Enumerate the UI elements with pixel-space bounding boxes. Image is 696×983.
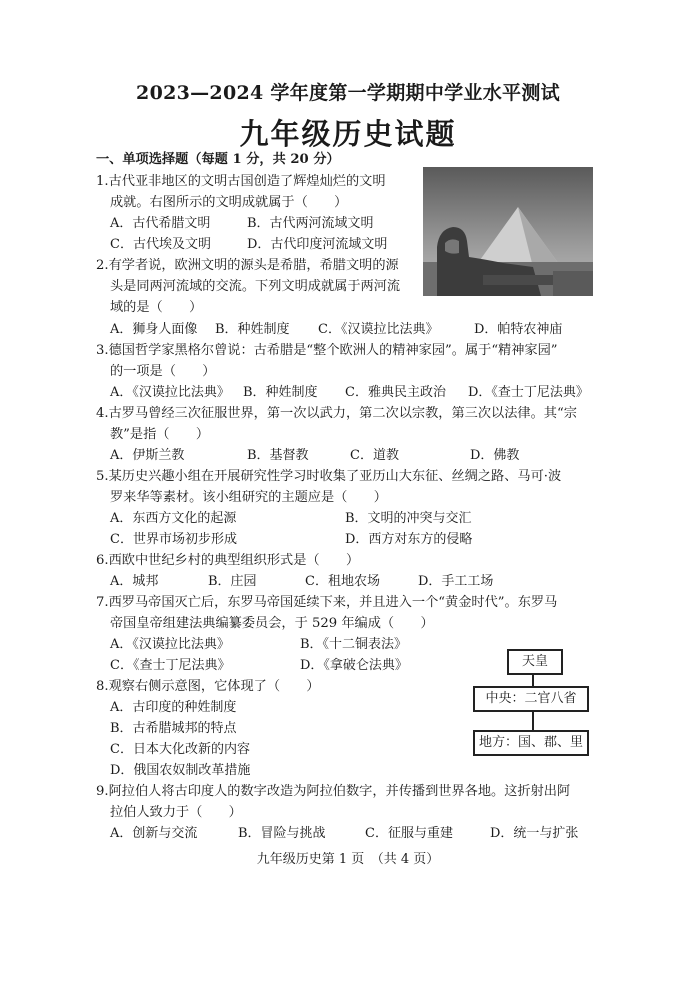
question-7-option-b: B．《十二铜表法》	[300, 637, 408, 652]
question-7-option-d: D．《拿破仑法典》	[300, 658, 408, 673]
question-5-option-c: C．世界市场初步形成	[110, 532, 237, 547]
question-1-option-b: B．古代两河流域文明	[247, 216, 374, 231]
question-5-option-d: D．西方对东方的侵略	[345, 532, 473, 547]
sphinx-pyramid-photo	[423, 167, 593, 296]
question-6-option-d: D．手工工场	[418, 574, 494, 589]
question-2-option-b: B．种姓制度	[215, 322, 290, 337]
question-5-option-a: A．东西方文化的起源	[110, 511, 237, 526]
diagram-connector-2	[532, 710, 534, 730]
subject-title: 九年级历史试题	[239, 117, 457, 151]
exam-title: 2023—2024 学年度第一学期期中学业水平测试	[136, 82, 560, 104]
question-1-option-a: A．古代希腊文明	[110, 216, 211, 231]
question-3-option-a: A．《汉谟拉比法典》	[110, 385, 230, 400]
question-7-line-1: 7.西罗马帝国灭亡后，东罗马帝国延续下来，并且进入一个“黄金时代”。东罗马	[96, 595, 558, 610]
diagram-top-box: 天皇	[507, 649, 563, 675]
question-3-option-c: C．雅典民主政治	[345, 385, 446, 400]
question-4-option-b: B．基督教	[247, 448, 309, 463]
question-1-option-c: C．古代埃及文明	[110, 237, 211, 252]
question-1-line-1: 1.古代亚非地区的文明古国创造了辉煌灿烂的文明	[96, 174, 386, 189]
page-footer: 九年级历史第 1 页 （共 4 页）	[256, 852, 440, 867]
question-8-line-1: 8.观察右侧示意图，它体现了（ ）	[96, 679, 320, 694]
question-1-line-2: 成就。右图所示的文明成就属于（ ）	[110, 195, 348, 210]
question-9-line-1: 9.阿拉伯人将古印度人的数字改造为阿拉伯数字，并传播到世界各地。这折射出阿	[96, 784, 571, 799]
question-9-line-2: 拉伯人致力于（ ）	[110, 805, 242, 820]
question-3-line-2: 的一项是（ ）	[110, 364, 216, 379]
question-1-option-d: D．古代印度河流域文明	[247, 237, 388, 252]
question-5-line-2: 罗来华等素材。该小组研究的主题应是（ ）	[110, 490, 387, 505]
question-7-option-c: C．《查士丁尼法典》	[110, 658, 231, 673]
question-8-option-b: B．古希腊城邦的特点	[110, 721, 237, 736]
question-9-option-b: B．冒险与挑战	[238, 826, 326, 841]
question-9-option-d: D．统一与扩张	[490, 826, 579, 841]
question-6-option-a: A．城邦	[110, 574, 159, 589]
question-5-line-1: 5.某历史兴趣小组在开展研究性学习时收集了亚历山大东征、丝绸之路、马可·波	[96, 469, 562, 484]
question-6-option-c: C．租地农场	[305, 574, 380, 589]
question-4-option-d: D．佛教	[470, 448, 520, 463]
diagram-bottom-box: 地方：国、郡、里	[473, 730, 589, 756]
diagram-connector-1	[532, 673, 534, 686]
question-2-line-3: 域的是（ ）	[110, 300, 203, 315]
question-2-option-a: A．狮身人面像	[110, 322, 198, 337]
question-6-line-1: 6.西欧中世纪乡村的典型组织形式是（ ）	[96, 553, 360, 568]
question-4-line-1: 4.古罗马曾经三次征服世界，第一次以武力，第二次以宗教，第三次以法律。其“宗	[96, 406, 577, 421]
question-3-option-d: D．《查士丁尼法典》	[468, 385, 589, 400]
question-7-option-a: A．《汉谟拉比法典》	[110, 637, 230, 652]
question-4-option-c: C．道教	[350, 448, 399, 463]
question-8-option-c: C．日本大化改新的内容	[110, 742, 250, 757]
question-8-option-a: A．古印度的种姓制度	[110, 700, 237, 715]
diagram-middle-box: 中央：二官八省	[473, 686, 589, 712]
question-8-option-d: D．俄国农奴制改革措施	[110, 763, 251, 778]
question-2-option-d: D．帕特农神庙	[474, 322, 563, 337]
question-7-line-2: 帝国皇帝组建法典编纂委员会，于 529 年编成（ ）	[110, 616, 434, 631]
question-4-line-2: 教”是指（ ）	[110, 427, 210, 442]
question-2-line-2: 头是同两河流域的交流。下列文明成就属于两河流	[110, 279, 401, 294]
question-5-option-b: B．文明的冲突与交汇	[345, 511, 472, 526]
question-2-line-1: 2.有学者说，欧洲文明的源头是希腊，希腊文明的源	[96, 258, 399, 273]
question-9-option-c: C．征服与重建	[365, 826, 453, 841]
question-3-line-1: 3.德国哲学家黑格尔曾说：古希腊是“整个欧洲人的精神家园”。属于“精神家园”	[96, 343, 558, 358]
question-2-option-c: C．《汉谟拉比法典》	[318, 322, 439, 337]
question-6-option-b: B．庄园	[208, 574, 257, 589]
question-3-option-b: B．种姓制度	[243, 385, 318, 400]
question-4-option-a: A．伊斯兰教	[110, 448, 185, 463]
question-9-option-a: A．创新与交流	[110, 826, 198, 841]
section-heading: 一、单项选择题（每题 1 分，共 20 分）	[96, 152, 340, 167]
